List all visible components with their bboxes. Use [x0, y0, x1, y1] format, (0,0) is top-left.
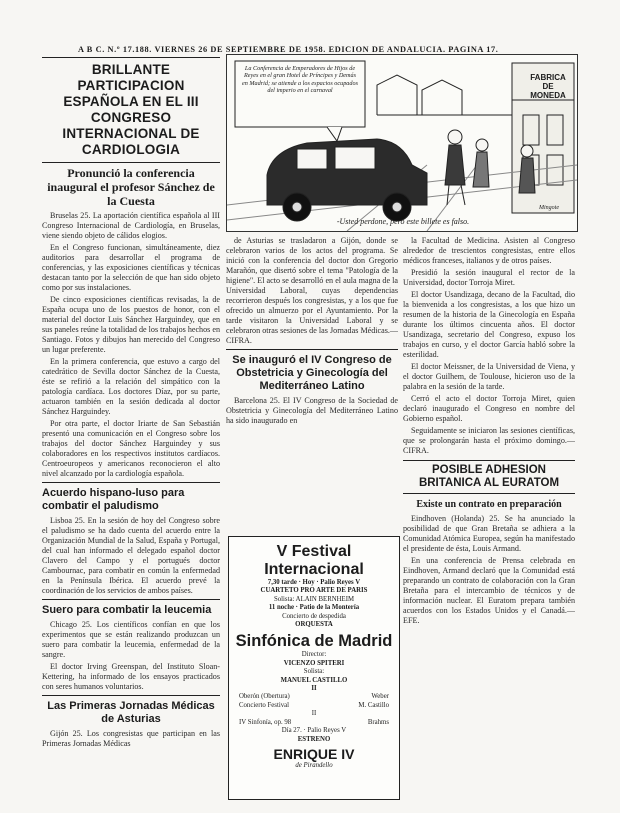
- article-paragraph: Chicago 25. Los científicos confían en que los experimentos que se están realizando produzcan un suero para combatir la leucemia, enfermedad de la sangre.: [42, 620, 220, 659]
- ad-soloist-label: Solista:: [303, 668, 325, 676]
- divider: [403, 493, 575, 494]
- ad-line: ORQUESTA: [295, 621, 333, 629]
- ad-program-row: [229, 727, 399, 735]
- article-paragraph: Lisboa 25. En la sesión de hoy del Congreso sobre el paludismo se ha dado cuenta del acuerdo entre la Organización Mundial de la Salud, España y Portugal, del cual han informado el delegado español doctor Clavero del Campo y el portugués doctor Cambournac, para combatir en común la enfermedad en la Península Ibérica. El acuerdo prevé la coordinación de los servicios de ambos países.: [42, 516, 220, 595]
- article-paragraph: Por otra parte, el doctor Iriarte de San Sebastián presentó una comunicación en el Congreso sobre los trabajos del doctor Sánchez Harguindey y sus colaboradores en los respectivos institutos cardíacos. Centroeuropeos y americanos reconocieron el alto nivel alcanzado por la cardiología española.: [42, 419, 220, 478]
- column-left: [42, 54, 220, 799]
- ad-section: II: [311, 685, 317, 693]
- ad-program-work: Concierto Festival: [239, 701, 290, 709]
- ad-soloist: MANUEL CASTILLO: [280, 676, 348, 684]
- article-paragraph: Barcelona 25. El IV Congreso de la Sociedad de Obstetricia y Ginecología del Mediterráneo Latino ha sido inaugurado en: [226, 396, 398, 425]
- ad-play-title: ENRIQUE IV: [273, 745, 355, 762]
- headline-malaria: Acuerdo hispano-luso para combatir el paludismo: [42, 487, 185, 512]
- ad-program-work: Oberón (Obertura): [239, 693, 290, 701]
- ad-line: 11 noche · Patio de la Montería: [268, 604, 360, 612]
- page-folio: A B C. N.º 17.188. VIERNES 26 DE SEPTIEMBRE DE 1958. EDICION DE ANDALUCIA. PAGINA 17.: [78, 45, 499, 54]
- article-paragraph: El doctor Irving Greenspan, del Instituto Sloan-Kettering, ha informado de los ensayos practicados con seres humanos voluntarios.: [42, 662, 220, 691]
- article-paragraph: En la primera conferencia, que estuvo a cargo del catedrático de Sevilla doctor Sánchez de la Cuesta, éste se refirió a la relación del simpático con la patología cardíaca. Los doctores Díaz, por su parte, actuaron también en la sesión dedicada al doctor Sánchez Harguindey.: [42, 357, 220, 416]
- headline-leukemia: Suero para combatir la leucemia: [42, 604, 212, 616]
- ad-line: 7,30 tarde · Hoy · Palio Reyes V: [267, 579, 361, 586]
- headline-cardiology: BRILLANTE PARTICIPACION ESPAÑOLA EN EL III CONGRESO INTERNACIONAL DE CARDIOLOGIA: [62, 62, 200, 157]
- divider: [403, 460, 575, 461]
- article-paragraph: Gijón 25. Los congresistas que participan en las Primeras Jornadas Médicas: [42, 729, 220, 748]
- ad-play-author: de Pirandello: [295, 761, 333, 769]
- article-paragraph: Eindhoven (Holanda) 25. Se ha anunciado la posibilidad de que Gran Bretaña se adhiera a la Comunidad Atómica Europea, según ha manifestado el presidente de ésta, Louis Armand.: [403, 514, 575, 553]
- ad-program-composer: Weber: [371, 693, 389, 701]
- ad-program-row: [229, 702, 399, 710]
- cartoon-balloon-text: La Conferencia de Emperadores de Hijos de Reyes en el gran Hotel de Príncipes y Demás en Madrid; se atiende a los espacios ocupados del imperio en el carnaval: [242, 65, 358, 95]
- column-right: [403, 236, 575, 799]
- headline-asturias: Las Primeras Jornadas Médicas de Asturias: [47, 700, 215, 725]
- divider: [42, 57, 220, 58]
- article-paragraph: Bruselas 25. La aportación científica española al III Congreso Internacional de Cardiología, en Bruselas, viene siendo objeto de cálidos elogios.: [42, 211, 220, 240]
- article-paragraph: En el Congreso funcionan, simultáneamente, diez auditorios para desarrollar el programa de conferencias, y las exposiciones científicas y técnicas destacan tanto por la selección de que han sido objeto como por sus instalaciones.: [42, 243, 220, 292]
- ad-program-work: IV Sinfonía, op. 98: [239, 718, 292, 726]
- article-paragraph: De cinco exposiciones científicas revisadas, la de España ocupa uno de los puestos de honor, con el material del doctor Luis Sánchez Harguindey, que en sus paneles reúne la totalidad de los trabajos hechos en Santiago. Fotos y dibujos han merecido del Congreso un lugar preferente.: [42, 295, 220, 354]
- cartoon-caption: -Usted perdone, pero este billete es falso.: [336, 217, 470, 226]
- article-paragraph: la Facultad de Medicina. Asisten al Congreso alrededor de trescientos congresistas, entre ellos médicos franceses, italianos y de otros países.: [403, 236, 575, 265]
- divider: [42, 695, 220, 696]
- ad-director-label: Director:: [301, 651, 327, 659]
- column-middle: [226, 236, 398, 534]
- ad-director: VICENZO SPITERI: [283, 659, 345, 667]
- divider: [42, 599, 220, 600]
- ad-program-date: Día 27. · Palio Reyes V: [281, 727, 347, 735]
- ad-program-row: [229, 693, 399, 701]
- cartoon-signature: Mingote: [539, 205, 559, 211]
- headline-euratom: POSIBLE ADHESION BRITANICA AL EURATOM: [418, 464, 560, 489]
- ad-program-work: II: [311, 710, 317, 718]
- divider: [226, 349, 398, 350]
- ad-orchestra: Sinfónica de Madrid: [235, 632, 393, 651]
- headline-obstetrics: Se inauguró el IV Congreso de Obstetricia y Ginecología del Mediterráneo Latino: [232, 354, 392, 392]
- ad-program-composer: M. Castillo: [358, 701, 389, 709]
- ad-program-row: [229, 719, 399, 727]
- article-paragraph: Presidió la sesión inaugural el rector de la Universidad, doctor Torroja Miret.: [403, 268, 575, 287]
- subhead-euratom: Existe un contrato en preparación: [416, 499, 562, 510]
- festival-advertisement: [228, 536, 400, 800]
- divider: [42, 482, 220, 483]
- ad-line: CUARTETO PRO ARTE DE PARIS: [260, 587, 368, 595]
- ad-program-composer: Brahms: [367, 718, 389, 726]
- ad-program-row: [229, 710, 399, 718]
- article-paragraph: Seguidamente se iniciaron las sesiones científicas, que se prolongarán hasta el próximo domingo.—CIFRA.: [403, 426, 575, 455]
- article-paragraph: Cerró el acto el doctor Torroja Miret, quien declaró inaugurado el Congreso en nombre del Gobierno español.: [403, 394, 575, 423]
- ad-line: Solista: ALAIN BERNHEIM: [273, 595, 355, 603]
- ad-line: Concierto de despedida: [282, 612, 346, 620]
- subhead-cardiology: Pronunció la conferencia inaugural el profesor Sánchez de la Cuesta: [47, 166, 215, 208]
- article-paragraph: El doctor Usandizaga, decano de la Facultad, dio la bienvenida a los congresistas, a los que hizo un resumen de la historia de la Ginecología en España durante los últimos cincuenta años. El doctor Usandizaga, secretario del Congreso, expuso los trabajos en curso, y el doctor García habló sobre la esterilidad.: [403, 290, 575, 359]
- ad-title: V Festival Internacional: [264, 543, 364, 578]
- article-paragraph: El doctor Meissner, de la Universidad de Viena, y el doctor Guilhem, de Toulouse, hicieron uso de la palabra en la sesión de la tarde.: [403, 362, 575, 391]
- article-paragraph: En una conferencia de Prensa celebrada en Eindhoven, Armand declaró que la Comunidad está preparando un contrato de colaboración con la Gran Bretaña para el intercambio de técnicos y de información nuclear. El Euratom prepara también acuerdos con los Estados Unidos y el Canadá.—EFE.: [403, 556, 575, 625]
- article-paragraph: de Asturias se trasladaron a Gijón, donde se celebraron varios de los actos del programa. Se inició con la conferencia del doctor don Gregorio Marañón, que disertó sobre el tema "Patología de la higiene". El acto se desarrolló en el aula magna de la Universidad Laboral, cuyas dependencias recorrieron después los congresistas, y a los que fue ofrecido un almuerzo por el Ayuntamiento. Por la tarde visitaron la Universidad Laboral y se celebraron otras sesiones de las Jornadas Médicas.—CIFRA.: [226, 236, 398, 345]
- ad-estreno: ESTRENO: [297, 735, 331, 743]
- divider: [42, 162, 220, 163]
- cartoon-illustration: [226, 54, 578, 232]
- euratom-article: [403, 460, 575, 626]
- cartoon-sign: FABRICA DE MONEDA: [530, 73, 566, 100]
